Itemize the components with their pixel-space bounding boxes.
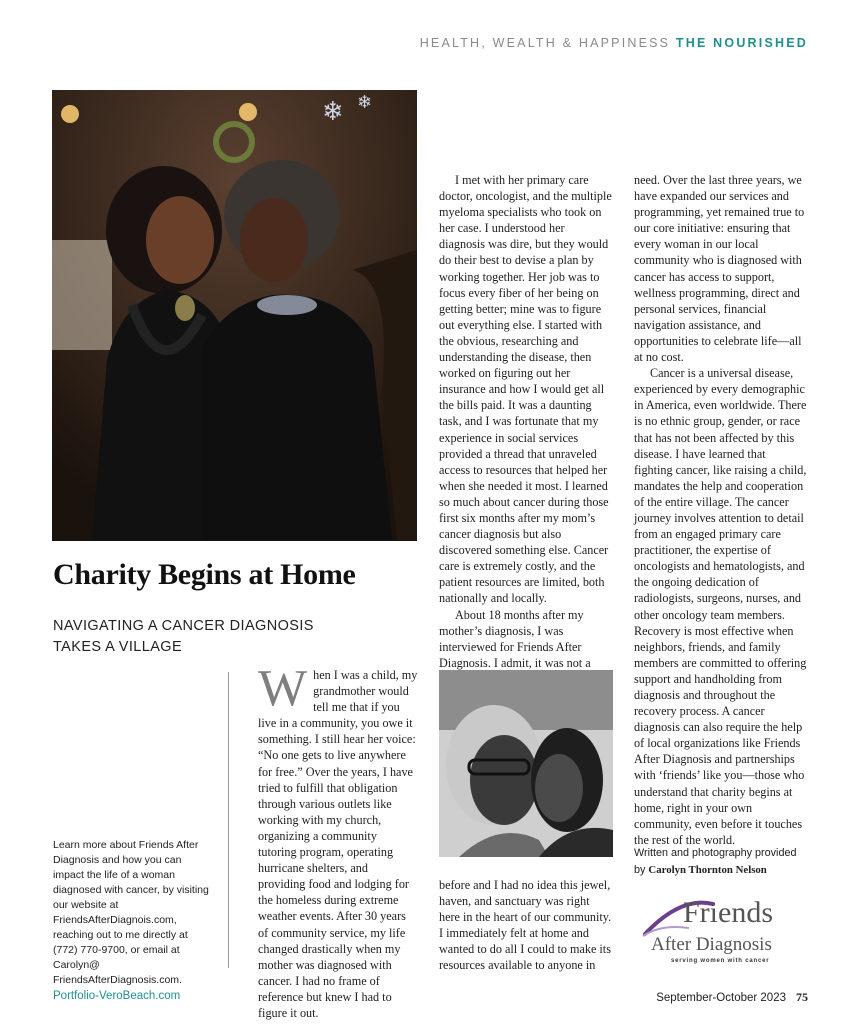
article-subtitle (53, 616, 353, 658)
secondary-photo-illustration (439, 670, 613, 857)
author-credit (634, 845, 824, 879)
paragraph: need. Over the last three years, we have expanded our services and programming, yet remained true to our core initiative: ensuring that every woman in our local community who is diagnosed with cancer has access to support, wellness programming, direct and personal services, financial navigation assistance, and opportunities to celebrate life—all at no cost. (634, 173, 805, 365)
friends-after-diagnosis-logo (641, 894, 791, 978)
sidebar-note: Learn more about Friends After Diagnosis and how you can impact the life of a woman diagnosed with cancer, by visiting our website at FriendsAfterDiagnois.com, reaching out to me directly at (772) 770-9700, or email at Carolyn@ FriendsAfterDiagnosis.com. (53, 839, 209, 986)
subtitle-line: NAVIGATING A CANCER DIAGNOSIS (53, 618, 314, 634)
paragraph: About 18 months after my mother’s diagnosis, I was interviewed for Friends After Diagnosis. I admit, it was not a (439, 607, 591, 670)
article-title: Charity Begins at Home (53, 558, 356, 591)
credit-line: Written and photography provided (634, 847, 797, 859)
article-column-2-continued (439, 877, 613, 974)
svg-text:❄: ❄ (357, 92, 373, 113)
secondary-photo (439, 670, 613, 857)
main-photo (52, 90, 417, 541)
main-photo-illustration (52, 90, 417, 541)
logo-line-1: Friends (683, 896, 773, 929)
section-label: HEALTH, WEALTH & HAPPINESS (419, 36, 671, 50)
running-header (420, 36, 808, 50)
article-column-2 (439, 172, 613, 687)
brand-label: THE NOURISHED (675, 36, 808, 50)
logo-line-2: After Diagnosis (651, 934, 772, 955)
footer-issue (656, 990, 808, 1005)
paragraph: Cancer is a universal disease, experienced by every demographic in America, even worldwide. There is no ethnic group, gender, or race that has not been affected by this disease. I have learned that fighting cancer, like raising a child, mandates the help and cooperation of the entire village. The cancer journey involves attention to detail from an engaged primary care practitioner, the expertise of oncologists and hematologists, and the ongoing dedication of radiologists, surgeons, nurses, and other oncology team members. Recovery is most effective when neighbors, friends, and family members are committed to offering support and handholding from diagnosis and throughout the recovery process. A cancer diagnosis can also require the help of local organizations like Friends After Diagnosis and partnerships with ‘friends’ like you—those who understand that charity begins at home, right in your own community, even before it touches the rest of the world. (634, 366, 807, 847)
author-name: Carolyn Thornton Nelson (648, 864, 767, 876)
paragraph: before and I had no idea this jewel, haven, and sanctuary was right here in the heart of our community. I immediately felt at home and wanted to do all I could to make its resources available to anyone in (439, 878, 612, 973)
footer-website-link[interactable]: Portfolio-VeroBeach.com (53, 990, 181, 1002)
subtitle-line: TAKES A VILLAGE (53, 639, 183, 655)
drop-cap: W (258, 660, 308, 717)
paragraph-text: hen I was a child, my grandmother would tell me that if you live in a community, you owe it something. I still hear her voice: “No one gets to live anywhere for free.” Over the years, I have tried to fulfill that obligation through various outlets like working with my church, organizing a community tutoring program, operating hurricane shelters, and providing food and lodging for the homeless during extreme weather events. After 30 years of community service, my life changed drastically when my mother was diagnosed with cancer. I had no frame of reference but knew I had to figure it out. (258, 668, 418, 1020)
article-column-1 (258, 660, 418, 1021)
column-divider (228, 672, 229, 968)
page-number: 75 (796, 990, 808, 1004)
paragraph (258, 660, 418, 1021)
credit-by: by (634, 864, 646, 876)
paragraph: I met with her primary care doctor, oncologist, and the multiple myeloma specialists who took on her case. I understood her diagnosis was dire, but they would do their best to devise a plan by working together. Her job was to focus every fiber of her being on getting better; mine was to figure out everything else. I started with the obvious, researching and understanding the disease, then worked on figuring out her insurance and how I would get all the bills paid. It was a daunting task, and I was fortunate that my experience in social services provided a thread that unraveled access to resources that helped her when she needed it most. I learned so much about cancer during those first six months after my mom’s cancer diagnosis but also discovered something else. Cancer care is extremely costly, and the patient resources are limited, both nationally and locally. (439, 173, 612, 606)
article-column-3 (634, 172, 807, 848)
issue-date: September-October 2023 (656, 992, 786, 1004)
logo-tagline: serving women with cancer (671, 958, 770, 964)
svg-text:❄: ❄ (322, 97, 344, 127)
